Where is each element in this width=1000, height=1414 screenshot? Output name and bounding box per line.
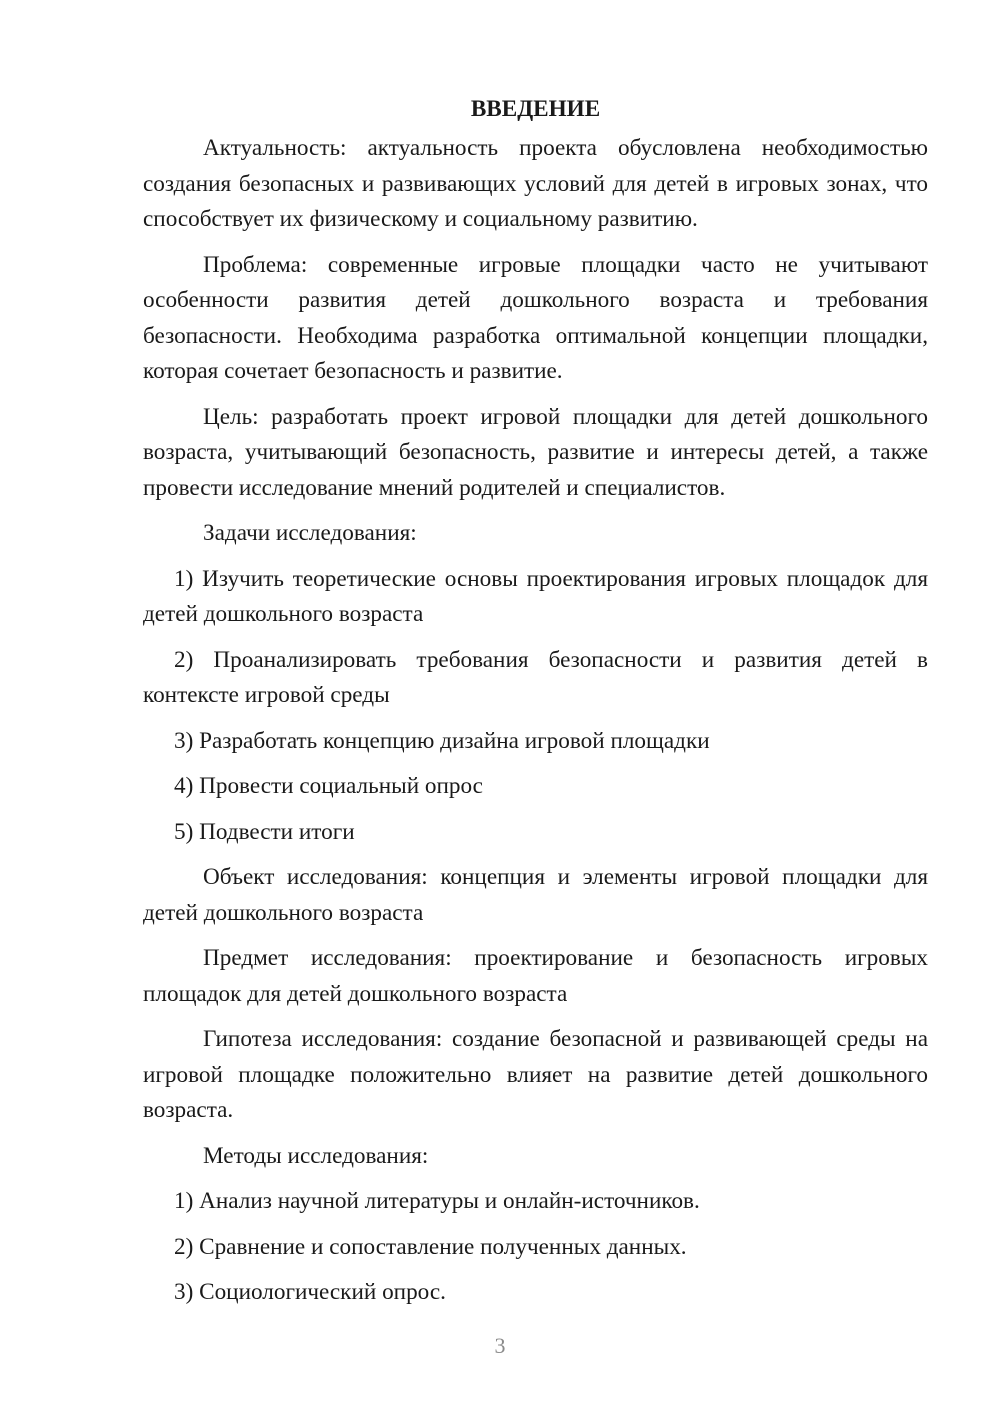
methods-heading: Методы исследования: — [203, 1142, 429, 1169]
subject-paragraph: Предмет исследования: проектирование и безопасность игровых площадок для детей дошкольного возраста — [143, 945, 928, 1007]
task-item: 1) Изучить теоретические основы проектирования игровых площадок для детей дошкольного возраста — [143, 565, 928, 627]
task-item: 5) Подвести итоги — [174, 818, 355, 845]
document-page — [143, 94, 928, 1321]
hypothesis-paragraph: Гипотеза исследования: создание безопасной и развивающей среды на игровой площадке положительно влияет на развитие детей дошкольного возраста. — [143, 1026, 928, 1123]
task-item: 2) Проанализировать требования безопасности и развития детей в контексте игровой среды — [143, 646, 928, 708]
relevance-paragraph: Актуальность: актуальность проекта обусловлена необходимостью создания безопасных и развивающих условий для детей в игровых зонах, что способствует их физическому и социальному развитию. — [143, 135, 928, 232]
method-item: 2) Сравнение и сопоставление полученных данных. — [174, 1233, 687, 1260]
tasks-heading: Задачи исследования: — [203, 520, 417, 546]
method-item: 1) Анализ научной литературы и онлайн-источников. — [174, 1188, 700, 1214]
task-item: 3) Разработать концепцию дизайна игровой площадки — [174, 727, 710, 754]
task-item: 4) Провести социальный опрос — [174, 773, 483, 799]
goal-paragraph: Цель: разработать проект игровой площадки для детей дошкольного возраста, учитывающий безопасность, развитие и интересы детей, а также провести исследование мнений родителей и специалистов. — [143, 403, 928, 501]
section-title: ВВЕДЕНИЕ — [470, 96, 601, 122]
object-paragraph: Объект исследования: концепция и элементы игровой площадки для детей дошкольного возраста — [143, 864, 928, 926]
method-item: 3) Социологический опрос. — [174, 1279, 446, 1305]
page-number: 3 — [494, 1333, 506, 1358]
problem-paragraph: Проблема: современные игровые площадки часто не учитывают особенности развития детей дошкольного возраста и требования безопасности. Необходима разработка оптимальной концепции площадки, которая сочетает безопасность и развитие. — [143, 251, 928, 384]
